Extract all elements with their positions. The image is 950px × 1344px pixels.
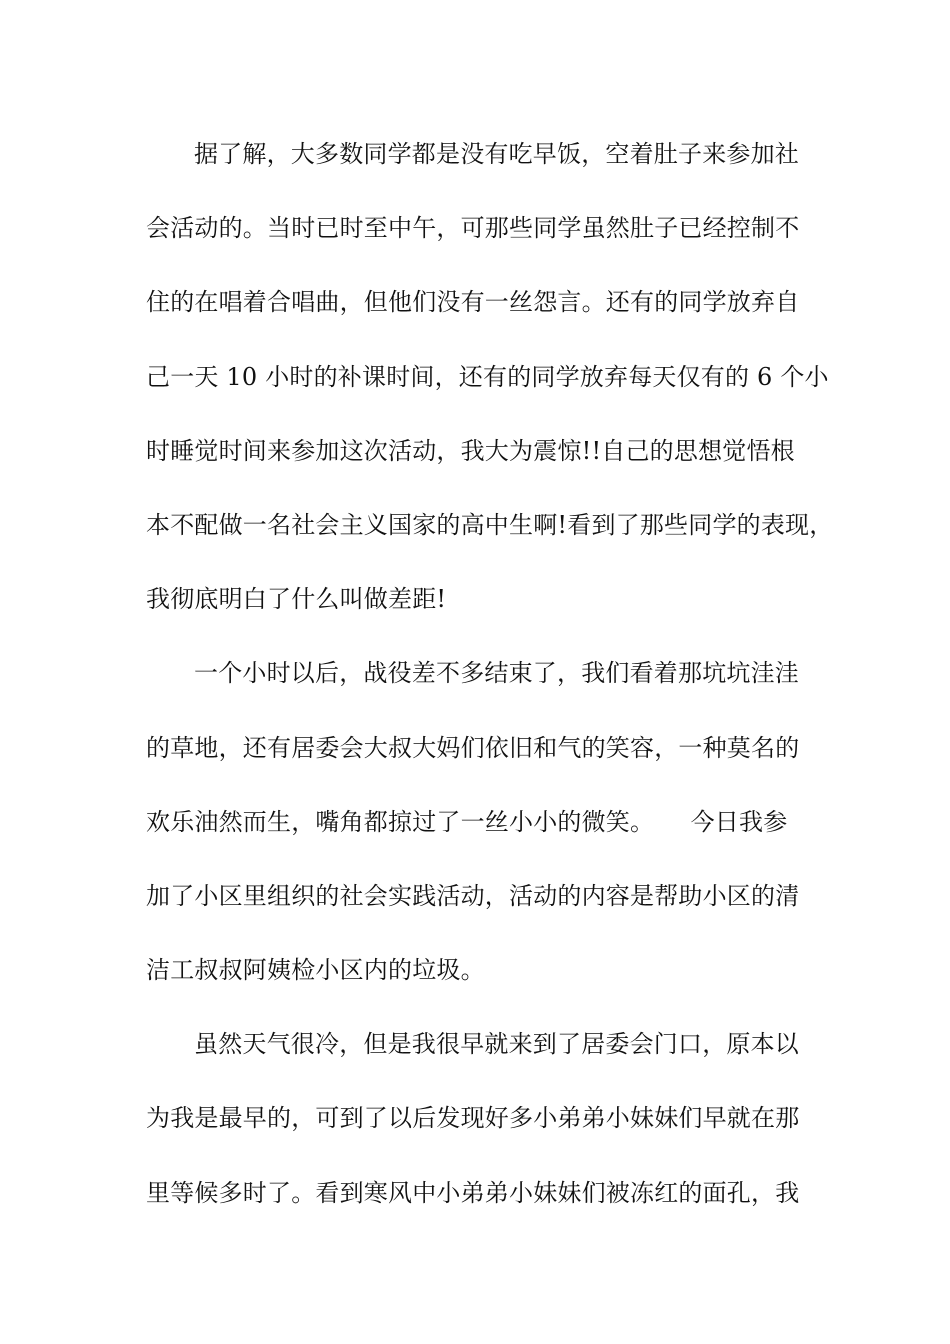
text-line: 里等候多时了。看到寒风中小弟弟小妹妹们被冻红的面孔，我 [146, 1178, 800, 1207]
text-line: 会活动的。当时已时至中午，可那些同学虽然肚子已经控制不 [146, 214, 800, 243]
text-line: 的草地，还有居委会大叔大妈们依旧和气的笑容，一种莫名的 [146, 733, 800, 762]
body-text [146, 128, 836, 1241]
text-line: 欢乐油然而生，嘴角都掠过了一丝小小的微笑。 今日我参 [146, 807, 788, 836]
text-line: 本不配做一名社会主义国家的高中生啊!看到了那些同学的表现， [146, 510, 834, 539]
text-line: 我彻底明白了什么叫做差距! [146, 585, 447, 614]
text-line: 为我是最早的，可到了以后发现好多小弟弟小妹妹们早就在那 [146, 1104, 800, 1133]
paragraph-first-line: 一个小时以后，战役差不多结束了，我们看着那坑坑洼洼 [194, 659, 799, 688]
text-line: 时睡觉时间来参加这次活动，我大为震惊!!自己的思想觉悟根 [146, 436, 795, 465]
text-line: 己一天 10 小时的补课时间，还有的同学放弃每天仅有的 6 个小 [146, 362, 829, 391]
paragraph-first-line: 虽然天气很冷，但是我很早就来到了居委会门口，原本以 [194, 1030, 799, 1059]
text-line: 洁工叔叔阿姨检小区内的垃圾。 [146, 956, 485, 985]
text-line: 住的在唱着合唱曲，但他们没有一丝怨言。还有的同学放弃自 [146, 288, 800, 317]
text-line: 加了小区里组织的社会实践活动，活动的内容是帮助小区的清 [146, 881, 800, 910]
paragraph-first-line: 据了解，大多数同学都是没有吃早饭，空着肚子来参加社 [194, 140, 799, 168]
